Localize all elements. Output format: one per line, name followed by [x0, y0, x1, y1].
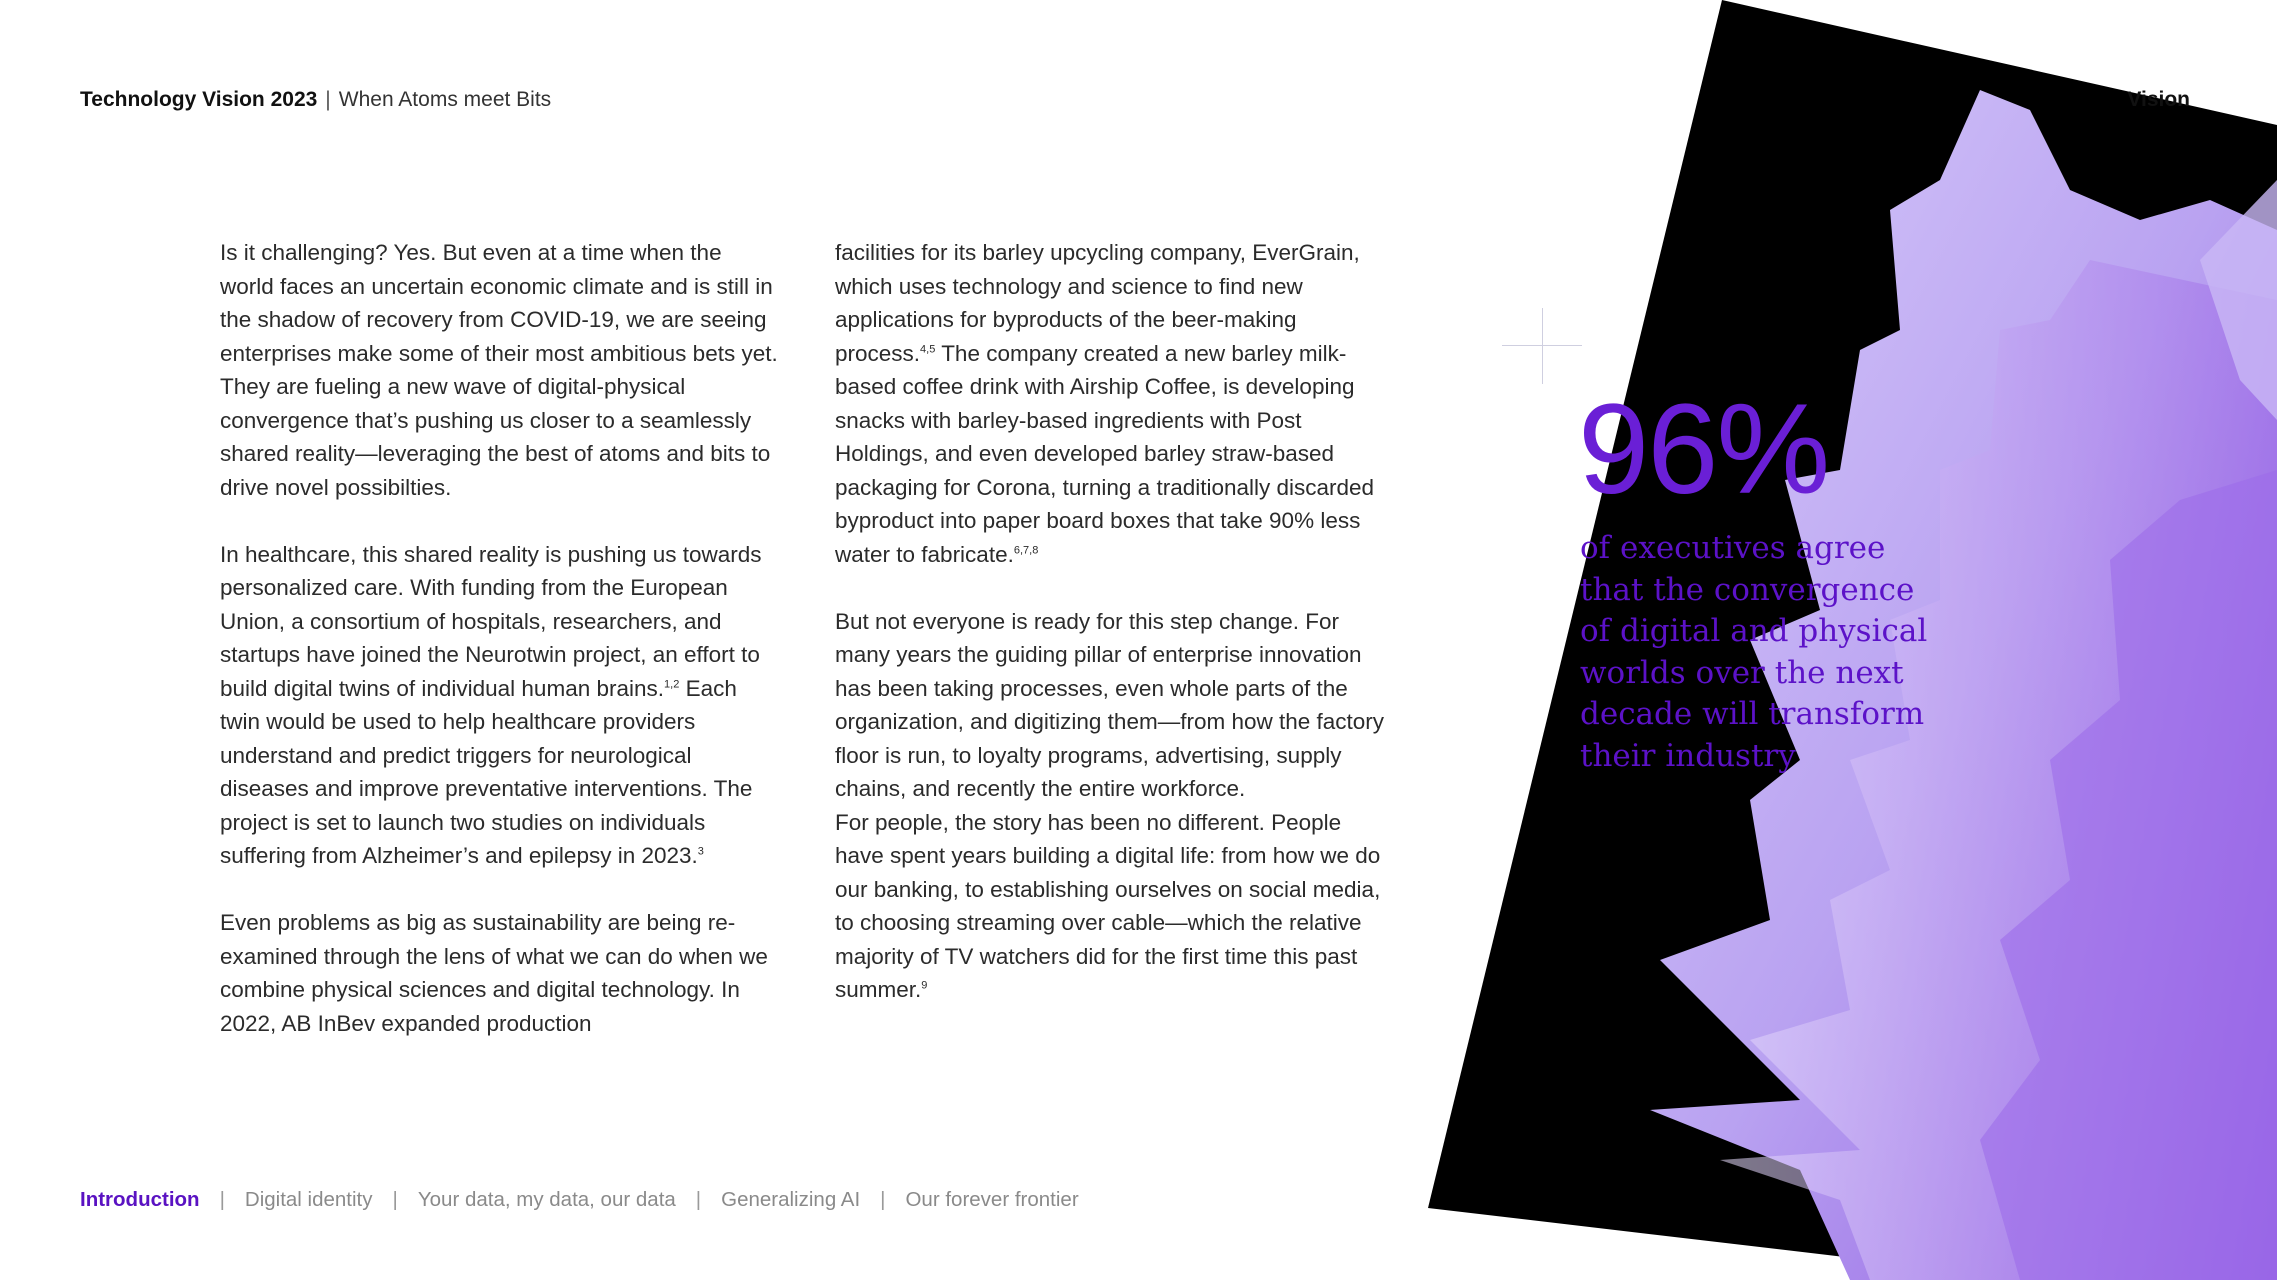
body-column-right: [835, 236, 1395, 1040]
nav-separator: |: [880, 1188, 886, 1211]
footnote-ref[interactable]: 1,2: [664, 678, 680, 690]
nav-separator: |: [219, 1188, 225, 1211]
paragraph-text: Is it challenging? Yes. But even at a time when the world faces an uncertain economic climate and is still in the shadow of recovery from COVID-19, we are seeing enterprises make some of their most ambitious bets yet. They are fueling a new wave of digital-physical convergence that’s pushing us closer to a seamlessly shared reality—leveraging the best of atoms and bits to drive novel possibilties.: [220, 240, 778, 500]
header-brand: Technology Vision 2023: [80, 88, 318, 111]
paragraph-text: In healthcare, this shared reality is pushing us towards personalized care. With funding from the European Union, a consortium of hospitals, researchers, and startups have joined the Neurotwin project, an effort to build digital twins of individual human brains.: [220, 541, 762, 701]
nav-item-forever-frontier[interactable]: Our forever frontier: [905, 1188, 1079, 1211]
footnote-ref[interactable]: 4,5: [920, 343, 936, 355]
paragraph-text: For people, the story has been no different. People have spent years building a digital life: from how we do our banking, to establishing ourselves on social media, to choosing streaming over cable—which the relative majority of TV watchers did for the first time this past summer.: [835, 809, 1381, 1002]
paragraph-text: facilities for its barley upcycling company, EverGrain, which uses technology and science to find new applications for byproducts of the beer-making process.: [835, 240, 1360, 366]
nav-separator: |: [392, 1188, 398, 1211]
stat-number: 96%: [1578, 378, 1829, 521]
crosshair-decoration: [1502, 308, 1582, 384]
footnote-ref[interactable]: 3: [697, 845, 704, 858]
paragraph-text: The company created a new barley milk-based coffee drink with Airship Coffee, is developing snacks with barley-based ingredients with Post Holdings, and even developed barley straw-based packaging for Corona, turning a traditionally discarded byproduct into paper board boxes that take 90% less water to fabricate.: [835, 340, 1375, 567]
header-subtitle: When Atoms meet Bits: [338, 88, 552, 111]
stat-description: of executives agree that the convergence of digital and physical worlds over the next decade will transform their industry: [1580, 530, 1928, 774]
paragraph-text: Each twin would be used to help healthcare providers understand and predict triggers for neurological diseases and improve preventative interventions. The project is set to launch two studies on individuals suffering from Alzheimer’s and epilepsy in 2023.: [220, 675, 753, 868]
footnote-ref[interactable]: 6,7,8: [1013, 544, 1039, 556]
footer-navigation: [80, 1188, 1079, 1212]
paragraph: [220, 906, 780, 1040]
nav-item-introduction[interactable]: Introduction: [80, 1188, 200, 1211]
nav-item-generalizing-ai[interactable]: Generalizing AI: [721, 1188, 861, 1211]
paragraph: [220, 538, 780, 873]
nav-item-your-data[interactable]: Your data, my data, our data: [417, 1188, 676, 1211]
paragraph: [835, 605, 1395, 1007]
nav-separator: |: [695, 1188, 702, 1211]
nav-item-digital-identity[interactable]: Digital identity: [244, 1188, 373, 1211]
corner-header-label: Vision: [2127, 88, 2190, 111]
paragraph: [835, 236, 1395, 571]
crosshair-vertical: [1542, 308, 1543, 384]
header-separator: |: [325, 88, 331, 111]
footnote-ref[interactable]: 9: [921, 979, 928, 992]
paragraph: [220, 236, 780, 504]
document-header: [80, 88, 551, 112]
paragraph-text: Even problems as big as sustainability are being re-examined through the lens of what we can do when we combine physical sciences and digital technology. In 2022, AB InBev expanded production: [220, 910, 768, 1036]
body-column-left: [220, 236, 780, 1074]
paragraph-text: But not everyone is ready for this step change. For many years the guiding pillar of enterprise innovation has been taking processes, even whole parts of the organization, and digitizing them—from how the factory floor is run, to loyalty programs, advertising, supply chains, and recently the entire workforce.: [835, 608, 1385, 801]
